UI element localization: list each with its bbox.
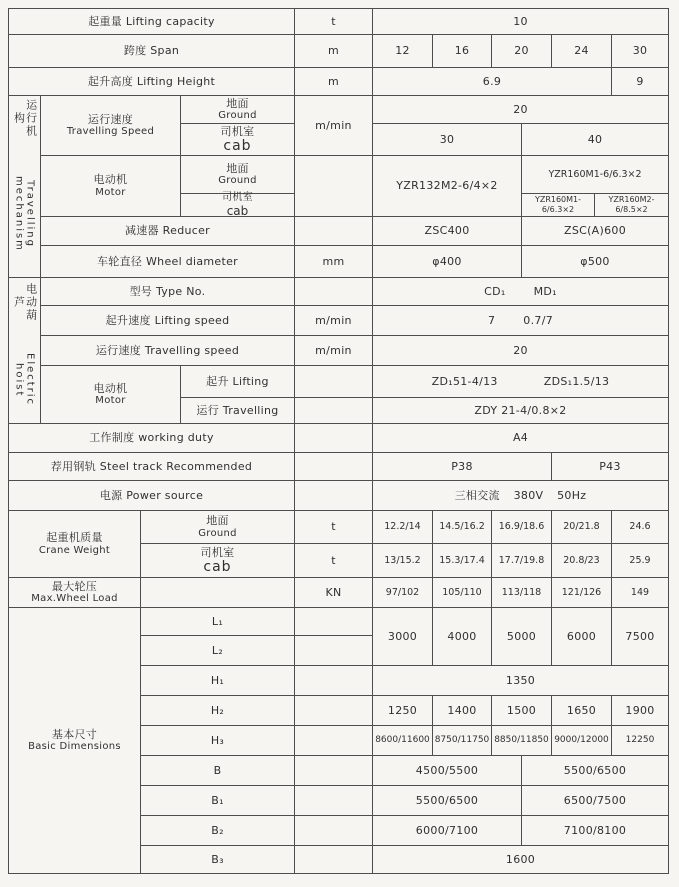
eh-type-label [40,277,295,306]
eh-lifting-speed-value [372,305,669,336]
unit-text: t [331,553,336,567]
dim-l1-unit-empty [294,607,373,636]
label-text: 起升速度 Lifting speed [105,313,230,327]
dim-b3-unit-empty [294,845,373,874]
value-md: MD₁ [533,284,557,298]
dim-l1-sublabel [140,607,295,636]
sub-text: L₁ [211,614,224,628]
value-text: 20 [514,44,529,58]
eh-type-value [372,277,669,306]
dim-b3-value [372,845,669,874]
unit-text: m/min [315,313,352,327]
value-text: 20.8/23 [563,554,600,566]
unit-text: m [327,44,339,58]
value-text: 6500/7500 [563,793,627,807]
side-zh: 运行机构 [12,98,38,138]
crane-weight-cab-value-2 [432,543,492,578]
value-text: 5000 [506,629,537,643]
height-label [8,67,295,96]
dim-h3-unit-empty [294,725,373,756]
height-unit [294,67,373,96]
sub-text: B [213,763,222,777]
value-text: 三相交流 380V 50Hz [454,488,587,502]
dim-b1-unit-empty [294,785,373,816]
dim-h2-value-3 [491,695,552,726]
eh-motor-travelling-sublabel [180,397,295,424]
dim-l-value-1 [372,607,433,666]
eh-motor-lifting-sublabel [180,365,295,398]
value-text: 12 [395,44,410,58]
value-text: 24.6 [629,521,651,533]
tm-speed-cab-value-1 [372,123,522,156]
label-en: Max.Wheel Load [31,593,118,605]
value-text: ZSC400 [424,224,470,238]
eh-type-unit-empty [294,277,373,306]
side-en: Travelling mechanism [13,175,36,252]
max-wheel-load-value-1 [372,577,433,608]
sub-en: cab [223,137,252,154]
value-text: 105/110 [442,586,482,598]
sub-text: 起升 Lifting [206,374,269,388]
dim-l-value-2 [432,607,492,666]
label-zh: 最大轮压 [51,579,98,593]
eh-lifting-speed-unit [294,305,373,336]
sub-zh: 地面 [226,161,249,175]
dim-h3-sublabel [140,725,295,756]
dim-h3-value-5 [611,725,669,756]
max-wheel-load-label [8,577,141,608]
eh-motor-label [40,365,181,424]
label-zh: 基本尺寸 [51,727,98,741]
power-source-value [372,480,669,511]
value-text: 8600/11600 [375,735,430,746]
dim-h2-value-1 [372,695,433,726]
value-text: 6000/7100 [415,823,479,837]
sub-zh: 司机室 [222,191,253,203]
label-en: Crane Weight [38,544,111,556]
value-text: 7500 [625,629,655,643]
eh-travelling-speed-label [40,335,295,366]
sub-text: L₂ [211,643,224,657]
value-text: φ400 [432,254,462,268]
tm-reducer-value-2 [521,216,669,246]
value-text: 1250 [387,703,418,717]
tm-wheel-diameter-value-1 [372,245,522,278]
value-text: YZR132M2-6/4×2 [396,179,498,193]
dim-b2-value-1 [372,815,522,846]
crane-weight-ground-sublabel [140,510,295,544]
tm-motor-value-right-top [521,155,669,194]
value-text: 9000/12000 [554,735,609,746]
value-text: 16 [454,44,470,58]
steel-track-label [8,452,295,481]
sub-text: H₁ [210,673,225,687]
value-text: 1600 [505,852,536,866]
label-text: 型号 Type No. [129,284,206,298]
unit-text: m/min [315,118,352,132]
sub-zh: 司机室 [220,124,255,138]
sub-zh: 司机室 [200,545,235,559]
dim-h1-value [372,665,669,696]
dim-h2-sublabel [140,695,295,726]
label-en: Motor [95,186,126,198]
value-text: 20 [513,102,528,116]
crane-weight-ground-value-3 [491,510,552,544]
crane-weight-ground-value-1 [372,510,433,544]
capacity-value [372,8,669,35]
tm-motor-ground-sublabel [180,155,295,194]
value-text: 1900 [625,703,655,717]
sub-text: B₁ [211,793,224,807]
basic-dimensions-label [8,607,141,874]
tm-wheel-diameter-label [40,245,295,278]
tm-speed-cab-value-2 [521,123,669,156]
value-text: 20 [513,343,528,357]
label-zh: 电动机 [93,173,128,187]
dim-h1-sublabel [140,665,295,696]
value-text: 14.5/16.2 [439,521,485,533]
max-wheel-load-value-2 [432,577,492,608]
capacity-unit [294,8,373,35]
tm-speed-cab-sublabel [180,123,295,156]
dim-b-unit-empty [294,755,373,786]
value-text: 20/21.8 [563,521,600,533]
tm-motor-label [40,155,181,217]
dim-b2-sublabel [140,815,295,846]
tm-motor-value-left [372,155,522,217]
unit-text: m/min [315,343,352,357]
electric-hoist-side-label [8,277,41,424]
power-source-label [8,480,295,511]
value-text: 97/102 [385,586,420,598]
dim-l-value-4 [551,607,612,666]
dim-b1-sublabel [140,785,295,816]
crane-weight-cab-value-4 [551,543,612,578]
eh-motor-lifting-value [372,365,669,398]
value-text: P43 [599,459,621,473]
value-text: 4500/5500 [415,763,479,777]
value-text: 149 [630,586,650,598]
value-text: 13/15.2 [384,554,421,566]
max-wheel-load-value-4 [551,577,612,608]
label-en: Travelling Speed [66,126,155,138]
steel-track-value-1 [372,452,552,481]
span-value-5 [611,34,669,68]
unit-text: t [331,14,336,28]
value-text: 30 [439,132,455,146]
span-value-3 [491,34,552,68]
sub-zh: 地面 [226,96,249,110]
tm-motor-unit-empty [294,155,373,217]
value-1: 7 [487,313,496,327]
dim-b-value-2 [521,755,669,786]
value-text: 9 [636,74,644,88]
sub-en: cab [203,558,232,575]
dim-b-sublabel [140,755,295,786]
eh-motor-travelling-unit-empty [294,397,373,424]
label-text: 荐用钢轨 Steel track Recommended [50,459,253,473]
dim-b1-value-2 [521,785,669,816]
label-text: 减速器 Reducer [124,224,210,238]
travelling-mechanism-side-label [8,95,41,278]
value-text: 12.2/14 [384,521,421,533]
value-text: 121/126 [561,586,602,598]
working-duty-unit-empty [294,423,373,453]
dim-b3-sublabel [140,845,295,874]
sub-text: B₃ [211,852,224,866]
value-2: ZDS₁1.5/13 [543,374,610,388]
eh-travelling-speed-value [372,335,669,366]
value-text: YZR160M1-6/6.3×2 [548,168,642,180]
tm-wheel-diameter-value-2 [521,245,669,278]
label-text: 运行速度 Travelling speed [95,343,240,357]
eh-travelling-speed-unit [294,335,373,366]
label-en: Motor [95,395,126,407]
label-text: 跨度 Span [123,44,180,58]
label-text: 电源 Power source [99,488,204,502]
value-text: 25.9 [629,554,651,566]
crane-weight-ground-value-4 [551,510,612,544]
span-value-2 [432,34,492,68]
tm-motor-value-right-bottom-1 [521,193,595,217]
label-text: 车轮直径 Wheel diameter [97,254,238,268]
dim-l-value-3 [491,607,552,666]
tm-speed-unit [294,95,373,156]
tm-speed-ground-value [372,95,669,124]
span-unit [294,34,373,68]
label-zh: 运行速度 [87,112,134,126]
crane-weight-cab-sublabel [140,543,295,578]
dim-h3-value-2 [432,725,492,756]
dim-b2-value-2 [521,815,669,846]
value-text: 6000 [566,629,597,643]
dim-b-value-1 [372,755,522,786]
value-text: 8850/11850 [494,735,549,746]
sub-en: Ground [218,110,257,122]
value-text: 5500/6500 [415,793,479,807]
dim-l-value-5 [611,607,669,666]
value-text: 17.7/19.8 [498,554,545,566]
value-2: 0.7/7 [523,313,553,327]
span-value-4 [551,34,612,68]
value-text: YZR160M1-6/6.3×2 [534,195,582,214]
value-1: ZD₁51-4/13 [431,374,498,388]
value-text: 30 [632,44,648,58]
steel-track-unit-empty [294,452,373,481]
value-cd: CD₁ [484,284,506,298]
value-text: 40 [587,132,603,146]
dim-h2-value-4 [551,695,612,726]
dim-h1-unit-empty [294,665,373,696]
value-text: 15.3/17.4 [439,554,485,566]
value-text: P38 [451,459,473,473]
crane-weight-cab-unit [294,543,373,578]
dim-h3-value-4 [551,725,612,756]
value-text: 4000 [447,629,477,643]
dim-h3-value-1 [372,725,433,756]
sub-text: H₃ [210,733,225,747]
steel-track-value-2 [551,452,669,481]
dim-h3-value-3 [491,725,552,756]
unit-text: t [331,520,336,534]
crane-weight-cab-value-1 [372,543,433,578]
value-text: φ500 [580,254,610,268]
sub-text: 运行 Travelling [196,403,279,417]
value-text: 5500/6500 [563,763,627,777]
tm-reducer-unit-empty [294,216,373,246]
tm-motor-value-right-bottom-2 [594,193,669,217]
value-text: 3000 [387,629,418,643]
unit-text: KN [325,585,342,599]
span-value-1 [372,34,433,68]
sub-text: B₂ [211,823,224,837]
value-text: 6.9 [482,74,502,88]
max-wheel-load-value-5 [611,577,669,608]
span-label [8,34,295,68]
value-text: ZDY 21-4/0.8×2 [474,403,567,417]
label-zh: 起重机质量 [46,531,103,545]
working-duty-label [8,423,295,453]
dim-l2-unit-empty [294,635,373,666]
crane-weight-ground-value-2 [432,510,492,544]
label-zh: 电动机 [93,381,128,395]
tm-reducer-value-1 [372,216,522,246]
tm-speed-ground-sublabel [180,95,295,124]
value-text: 24 [574,44,589,58]
value-text: 1650 [566,703,597,717]
max-wheel-load-value-3 [491,577,552,608]
dim-h2-value-5 [611,695,669,726]
sub-en: Ground [218,175,257,187]
capacity-label [8,8,295,35]
unit-text: m [327,74,339,88]
value-text: A4 [512,431,529,445]
value-text: 1350 [505,673,536,687]
value-text: 8750/11750 [434,735,490,746]
value-text: YZR160M2-6/8.5×2 [608,195,655,214]
dim-l2-sublabel [140,635,295,666]
value-text: 16.9/18.6 [498,521,545,533]
power-source-unit-empty [294,480,373,511]
tm-motor-cab-sublabel [180,193,295,217]
label-text: 起重量 Lifting capacity [88,14,215,28]
sub-zh: 地面 [206,514,229,528]
working-duty-value [372,423,669,453]
height-value-main [372,67,612,96]
height-value-last [611,67,669,96]
sub-text: H₂ [210,703,225,717]
sub-en: Ground [198,527,237,539]
max-wheel-load-unit [294,577,373,608]
value-text: 12250 [625,735,655,746]
label-en: Basic Dimensions [28,741,121,753]
tm-reducer-label [40,216,295,246]
tm-speed-label [40,95,181,156]
value-text: 1400 [447,703,477,717]
eh-lifting-speed-label [40,305,295,336]
eh-motor-travelling-value [372,397,669,424]
dim-h2-value-2 [432,695,492,726]
crane-weight-ground-unit [294,510,373,544]
value-text: 7100/8100 [563,823,627,837]
value-text: 10 [513,14,528,28]
side-en: Electric hoist [13,353,36,407]
crane-weight-ground-value-5 [611,510,669,544]
value-text: 1500 [506,703,537,717]
crane-weight-label [8,510,141,578]
unit-text: mm [322,254,345,268]
label-text: 工作制度 working duty [89,431,214,445]
side-zh: 电动葫芦 [12,282,38,322]
crane-weight-cab-value-3 [491,543,552,578]
dim-b2-unit-empty [294,815,373,846]
sub-en: cab [226,203,249,218]
eh-motor-lifting-unit-empty [294,365,373,398]
value-text: ZSC(A)600 [563,224,626,238]
tm-wheel-diameter-unit [294,245,373,278]
max-wheel-load-sub-empty [140,577,295,608]
value-text: 113/118 [501,586,542,598]
dim-h2-unit-empty [294,695,373,726]
dim-b1-value-1 [372,785,522,816]
label-text: 起升高度 Lifting Height [87,74,216,88]
crane-weight-cab-value-5 [611,543,669,578]
